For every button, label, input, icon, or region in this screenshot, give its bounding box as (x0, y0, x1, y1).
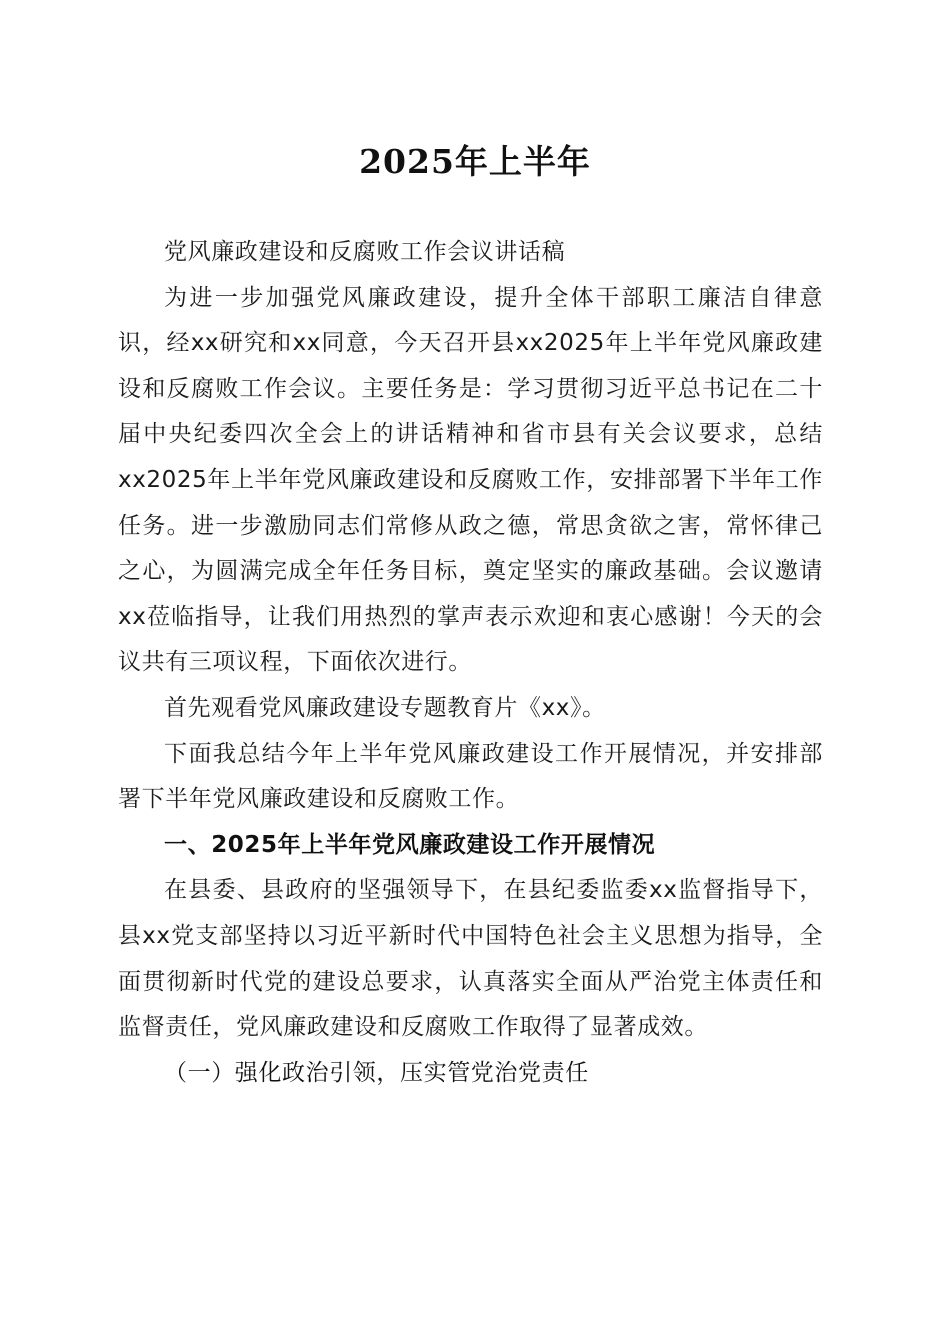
document-body (118, 230, 823, 1096)
agenda-item-video: 首先观看党风廉政建设专题教育片《xx》。 (164, 694, 606, 721)
document-title: 2025年上半年 (359, 142, 591, 181)
agenda-item-summary: 下面我总结今年上半年党风廉政建设工作开展情况，并安排部署下半年党风廉政建设和反腐败工作。 (118, 740, 823, 813)
subsection-heading: （一）强化政治引领，压实管党治党责任 (164, 1059, 589, 1086)
opening-paragraph: 为进一步加强党风廉政建设，提升全体干部职工廉洁自律意识，经xx研究和xx同意，今天召开县xx2025年上半年党风廉政建设和反腐败工作会议。主要任务是：学习贯彻习近平总书记在二十届中央纪委四次全会上的讲话精神和省市县有关会议要求，总结xx2025年上半年党风廉政建设和反腐败工作，安排部署下半年工作任务。进一步激励同志们常修从政之德，常思贪欲之害，常怀律己之心，为圆满完成全年任务目标，奠定坚实的廉政基础。会议邀请xx莅临指导，让我们用热烈的掌声表示欢迎和衷心感谢！今天的会议共有三项议程，下面依次进行。 (118, 284, 823, 676)
speech-subtitle: 党风廉政建设和反腐败工作会议讲话稿 (164, 239, 566, 265)
section-heading: 一、2025年上半年党风廉政建设工作开展情况 (164, 831, 656, 858)
section-paragraph: 在县委、县政府的坚强领导下，在县纪委监委xx监督指导下，县xx党支部坚持以习近平新时代中国特色社会主义思想为指导，全面贯彻新时代党的建设总要求，认真落实全面从严治党主体责任和监督责任，党风廉政建设和反腐败工作取得了显著成效。 (118, 877, 823, 1041)
